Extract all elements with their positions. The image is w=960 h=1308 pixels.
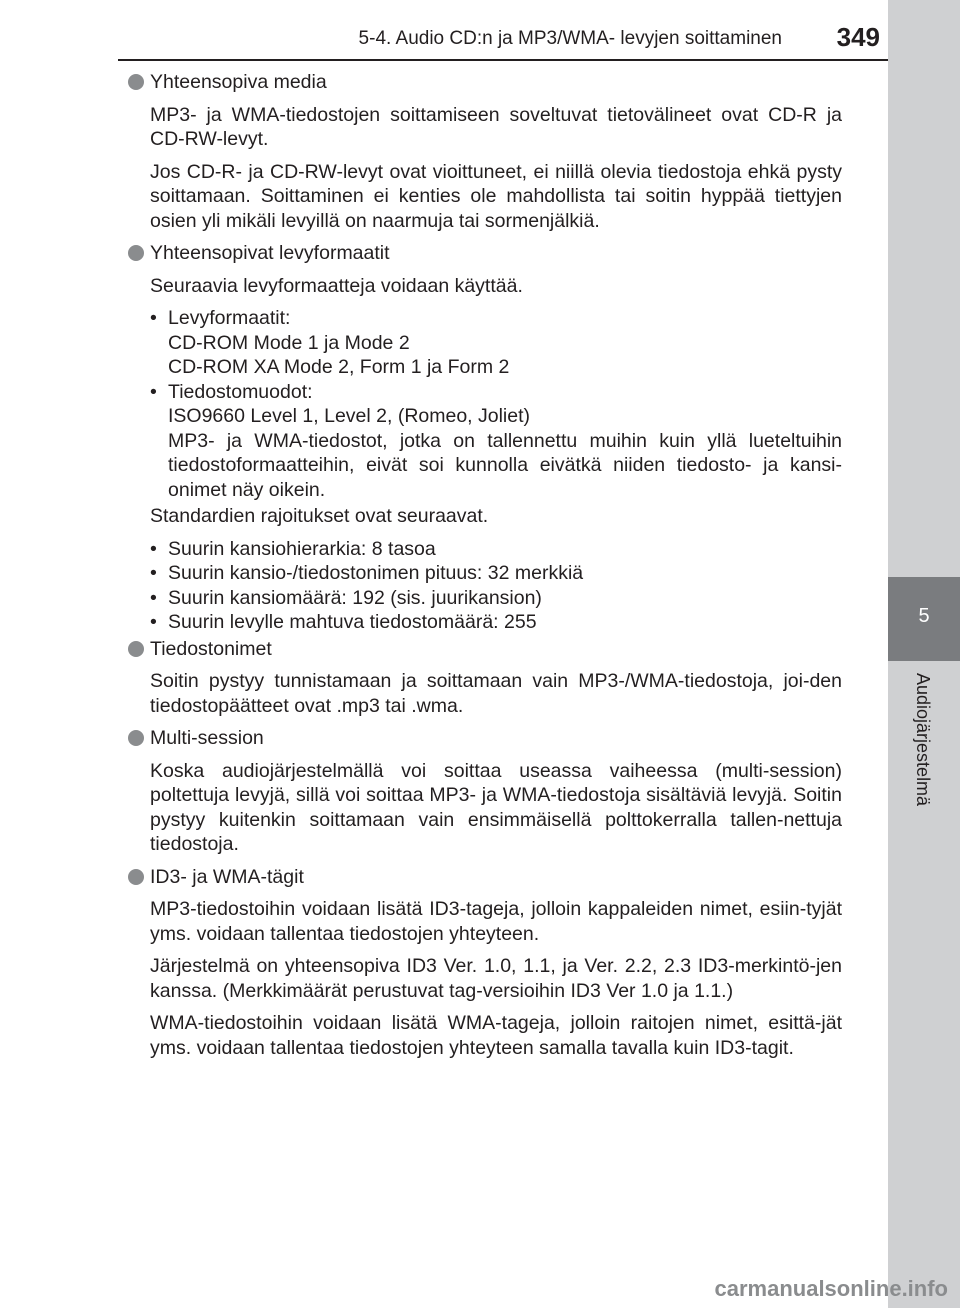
page-content	[128, 70, 842, 1068]
list-item: • Suurin kansio-/tiedostonimen pituus: 32 merkkiä	[150, 562, 584, 584]
bullet-dot-icon	[128, 730, 144, 746]
list-item: • Suurin kansiomäärä: 192 (sis. juurikansion)	[150, 586, 542, 609]
paragraph: MP3-tiedostoihin voidaan lisätä ID3-tageja, jolloin kappaleiden nimet, esiin-tyjät yms. voidaan tallentaa tiedostojen yhteyteen.	[150, 898, 842, 945]
watermark: carmanualsonline.info	[714, 1276, 948, 1301]
list-item: • Levyformaatit: CD-ROM Mode 1 ja Mode 2 CD-ROM XA Mode 2, Form 1 ja Form 2	[150, 307, 510, 378]
limits-list	[150, 537, 842, 635]
section-heading-tags: ID3- ja WMA-tägit	[128, 865, 842, 890]
list-item: • Tiedostomuodot: ISO9660 Level 1, Level 2, (Romeo, Joliet) MP3- ja WMA-tiedostot, jotka on tallennettu muihin kuin yllä lueteltuihin tiedostoformaatteihin, eivät soi kunnolla eivätkä niiden tiedosto- ja kansi-onimet näy oikein.	[150, 380, 842, 501]
page-header	[0, 0, 960, 60]
paragraph: WMA-tiedostoihin voidaan lisätä WMA-tageja, jolloin raitojen nimet, esittä-jät yms. voidaan tallentaa tiedostojen yhteyteen samalla tavalla kuin ID3-tagit.	[150, 1012, 842, 1059]
header-rule	[118, 59, 888, 61]
chapter-number: 5	[918, 605, 930, 627]
bullet-dot-icon	[128, 245, 144, 261]
paragraph: Koska audiojärjestelmällä voi soittaa useassa vaiheessa (multi-session) poltettuja levyjä, sillä voi soittaa MP3- ja WMA-tiedostoja sisältäviä levyjä. Soitin pystyy kuitenkin soittamaan vain ensimmäisellä polttokerralla tallen-nettuja tiedostoja.	[150, 759, 842, 855]
format-list	[150, 306, 842, 502]
paragraph: MP3- ja WMA-tiedostojen soittamiseen soveltuvat tietovälineet ovat CD-R ja CD-RW-levyt.	[150, 103, 842, 150]
paragraph: Soitin pystyy tunnistamaan ja soittamaan vain MP3-/WMA-tiedostoja, joi-den tiedostopäätteet ovat .mp3 tai .wma.	[150, 670, 842, 717]
section-title: 5-4. Audio CD:n ja MP3/WMA- levyjen soittaminen	[358, 28, 782, 49]
section-heading-media: Yhteensopiva media	[128, 70, 842, 95]
page-number: 349	[836, 22, 880, 52]
paragraph: Jos CD-R- ja CD-RW-levyt ovat vioittuneet, ei niillä olevia tiedostoja ehkä pysty soittamaan. Soittaminen ei kenties ole mahdollista tai soitin hyppää tiettyjen osien yli mikäli levyillä on naarmuja tai sormenjälkiä.	[150, 160, 842, 232]
chapter-tab	[888, 577, 960, 661]
paragraph: Seuraavia levyformaatteja voidaan käyttää.	[150, 274, 523, 297]
list-item: • Suurin levylle mahtuva tiedostomäärä: 255	[150, 611, 537, 633]
side-tab-lower	[888, 661, 960, 1308]
chapter-label: Audiojärjestelmä	[913, 673, 933, 807]
paragraph: Järjestelmä on yhteensopiva ID3 Ver. 1.0, 1.1, ja Ver. 2.2, 2.3 ID3-merkintö-jen kanssa. (Merkkimäärät perustuvat tag-versioihin ID3 Ver 1.0 ja 1.1.)	[150, 955, 842, 1002]
section-heading-multisession: Multi-session	[128, 726, 842, 751]
section-heading-filenames: Tiedostonimet	[128, 637, 842, 662]
bullet-dot-icon	[128, 869, 144, 885]
side-tab-upper	[888, 0, 960, 577]
paragraph: Standardien rajoitukset ovat seuraavat.	[150, 505, 489, 527]
list-item: • Suurin kansiohierarkia: 8 tasoa	[150, 537, 436, 560]
section-heading-formats: Yhteensopivat levyformaatit	[128, 241, 842, 266]
bullet-dot-icon	[128, 641, 144, 657]
bullet-dot-icon	[128, 74, 144, 90]
